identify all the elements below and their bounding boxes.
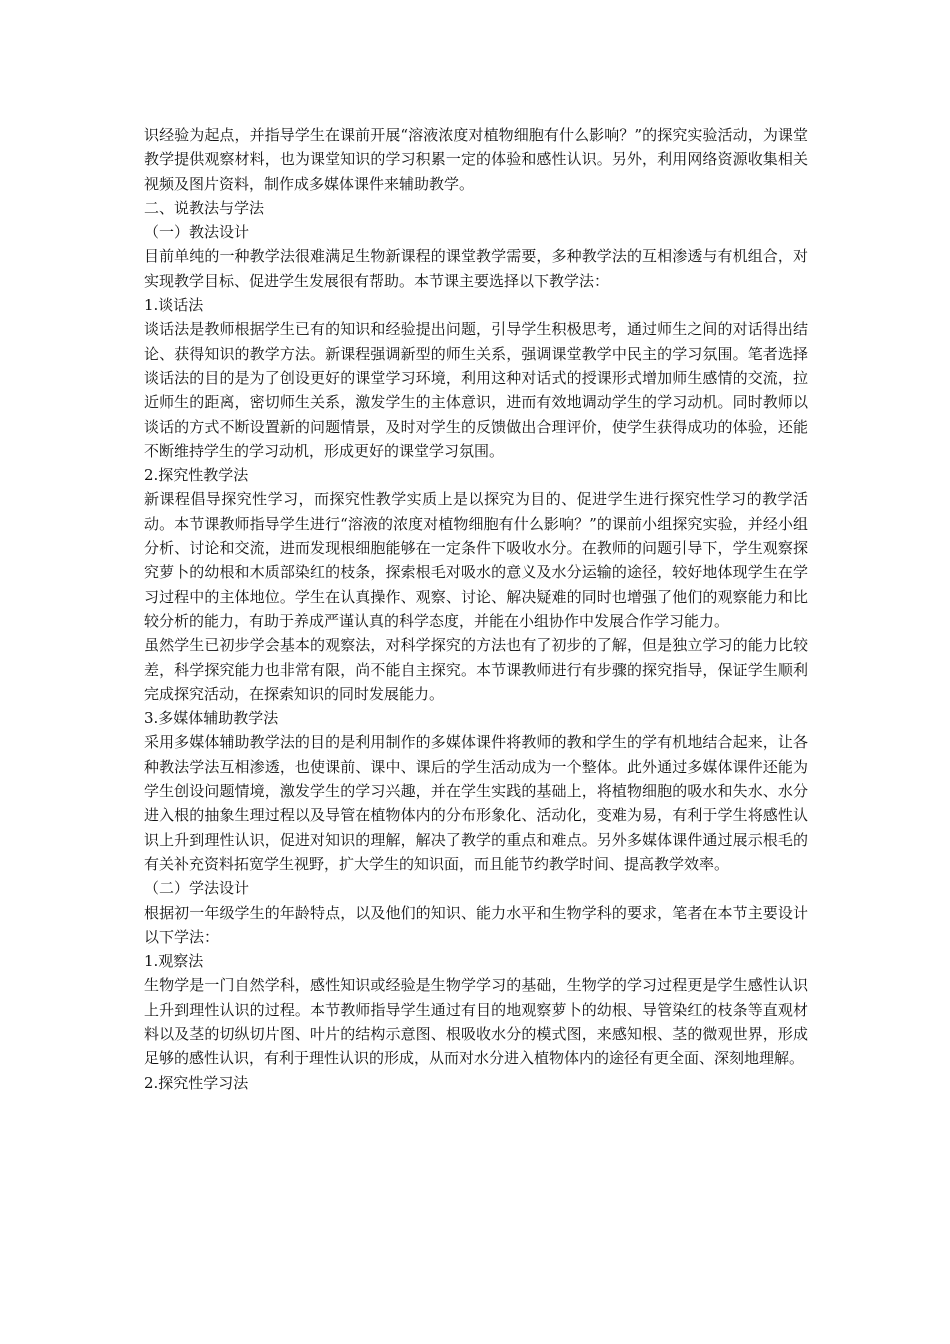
- paragraph-conversation-method: 谈话法是教师根据学生已有的知识和经验提出问题，引导学生积极思考，通过师生之间的对话得出结论、获得知识的教学方法。新课程强调新型的师生关系，强调课堂教学中民主的学习氛围。笔者选择谈话法的目的是为了创设更好的课堂学习环境，利用这种对话式的授课形式增加师生感情的交流，拉近师生的距离，密切师生关系，激发学生的主体意识，进而有效地调动学生的学习动机。同时教师以谈话的方式不断设置新的问题情景，及时对学生的反馈做出合理评价，使学生获得成功的体验，还能不断维持学生的学习动机，形成更好的课堂学习氛围。: [144, 320, 808, 460]
- paragraph-inquiry-teaching-1: 新课程倡导探究性学习，而探究性教学实质上是以探究为目的、促进学生进行探究性学习的教学活动。本节课教师指导学生进行“溶液的浓度对植物细胞有什么影响？”的课前小组探究实验，并经小组分析、讨论和交流，进而发现根细胞能够在一定条件下吸收水分。在教师的问题引导下，学生观察探究萝卜的幼根和木质部染红的枝条，探索根毛对吸水的意义及水分运输的途径，较好地体现学生在学习过程中的主体地位。学生在认真操作、观察、讨论、解决疑难的同时也增强了他们的观察能力和比较分析的能力，有助于养成严谨认真的科学态度，并能在小组协作中发展合作学习能力。: [144, 490, 808, 630]
- paragraph-inquiry-teaching-2: 虽然学生已初步学会基本的观察法，对科学探究的方法也有了初步的了解，但是独立学习的能力比较差，科学探究能力也非常有限，尚不能自主探究。本节课教师进行有步骤的探究指导，保证学生顺利完成探究活动，在探索知识的同时发展能力。: [144, 636, 808, 703]
- paragraph-learning-design: 根据初一年级学生的年龄特点，以及他们的知识、能力水平和生物学科的要求，笔者在本节主要设计以下学法：: [144, 903, 808, 946]
- paragraph-multimedia-teaching: 采用多媒体辅助教学法的目的是利用制作的多媒体课件将教师的教和学生的学有机地结合起来，让各种教法学法互相渗透，也使课前、课中、课后的学生活动成为一个整体。此外通过多媒体课件还能为学生创设问题情境，激发学生的学习兴趣，并在学生实践的基础上，将植物细胞的吸水和失水、水分进入根的抽象生理过程以及导管在植物体内的分布形象化、活动化，变难为易，有利于学生将感性认识上升到理性认识，促进对知识的理解，解决了教学的重点和难点。另外多媒体课件通过展示根毛的有关补充资料拓宽学生视野，扩大学生的知识面，而且能节约教学时间、提高教学效率。: [144, 733, 808, 873]
- heading-multimedia-teaching: 3.多媒体辅助教学法: [144, 709, 279, 728]
- paragraph-teaching-design: 目前单纯的一种教学法很难满足生物新课程的课堂教学需要，多种教学法的互相渗透与有机组合，对实现教学目标、促进学生发展很有帮助。本节课主要选择以下教学法：: [144, 247, 808, 290]
- paragraph-intro-continued: 识经验为起点，并指导学生在课前开展“溶液浓度对植物细胞有什么影响？”的探究实验活动，为课堂教学提供观察材料，也为课堂知识的学习积累一定的体验和感性认识。另外，利用网络资源收集相关视频及图片资料，制作成多媒体课件来辅助教学。: [144, 126, 808, 193]
- subsection-heading-learning-design: （二）学法设计: [144, 879, 250, 898]
- heading-conversation-method: 1.谈话法: [144, 296, 204, 315]
- document-body: [144, 123, 808, 1095]
- subsection-heading-teaching-design: （一）教法设计: [144, 223, 250, 242]
- section-heading-teaching-and-learning: 二、说教法与学法: [144, 198, 265, 217]
- heading-inquiry-learning: 2.探究性学习法: [144, 1073, 249, 1092]
- paragraph-observation-method: 生物学是一门自然学科，感性知识或经验是生物学学习的基础，生物学的学习过程更是学生感性认识上升到理性认识的过程。本节教师指导学生通过有目的地观察萝卜的幼根、导管染红的枝条等直观材料以及茎的切纵切片图、叶片的结构示意图、根吸收水分的模式图，来感知根、茎的微观世界，形成足够的感性认识，有利于理性认识的形成，从而对水分进入植物体内的途径有更全面、深刻地理解。: [144, 976, 808, 1068]
- heading-inquiry-teaching: 2.探究性教学法: [144, 466, 249, 485]
- heading-observation-method: 1.观察法: [144, 952, 204, 971]
